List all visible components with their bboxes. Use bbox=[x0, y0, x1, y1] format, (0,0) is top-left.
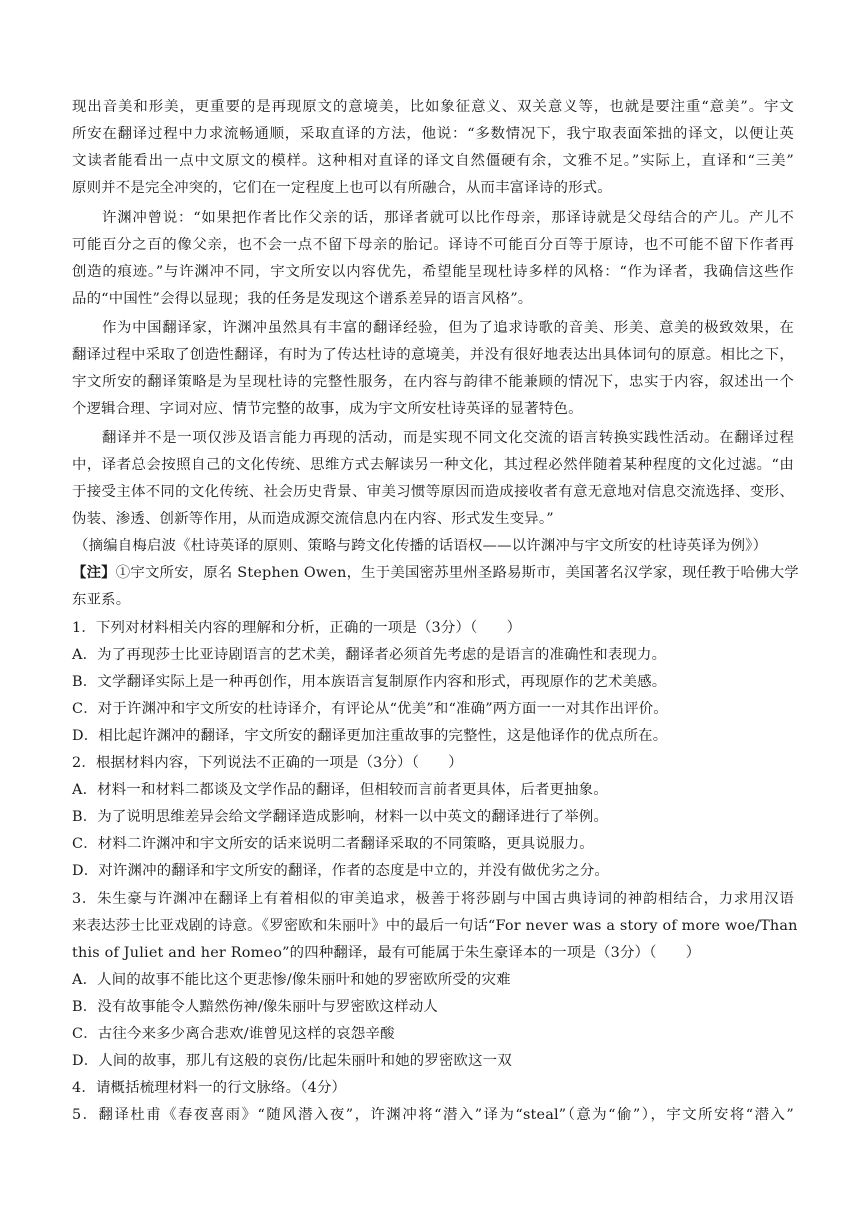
question-3-option-c: C．古往今来多少离合悲欢/谁曾见这样的哀怨辛酸 bbox=[72, 1026, 395, 1042]
passage-line: 可能百分之百的像父亲，也不会一点不留下母亲的胎记。译诗不可能百分百等于原诗，也不可能不留下作者再 bbox=[72, 237, 794, 253]
passage-line: 作为中国翻译家，许渊冲虽然具有丰富的翻译经验，但为了追求诗歌的音美、形美、意美的极致效果，在 bbox=[102, 320, 794, 336]
question-1-option-a: A．为了再现莎士比亚诗剧语言的艺术美，翻译者必须首先考虑的是语言的准确性和表现力。 bbox=[72, 647, 667, 663]
source-citation: （摘编自梅启波《杜诗英译的原则、策略与跨文化传播的话语权——以许渊冲与宇文所安的杜诗英译为例》） bbox=[74, 538, 768, 554]
question-4-stem: 4．请概括梳理材料一的行文脉络。（4分） bbox=[72, 1080, 347, 1096]
passage-line: 翻译并不是一项仅涉及语言能力再现的活动，而是实现不同文化交流的语言转换实践性活动。在翻译过程 bbox=[102, 430, 794, 446]
question-3-stem: 3．朱生豪与许渊冲在翻译上有着相似的审美追求，极善于将莎剧与中国古典诗词的神韵相结合，力求用汉语 bbox=[72, 891, 794, 907]
question-3-stem: 来表达莎士比亚戏剧的诗意。《罗密欧和朱丽叶》中的最后一句话“For never was a story of more woe/Than bbox=[72, 918, 798, 934]
question-1-option-c: C．对于许渊冲和宇文所安的杜诗译介，有评论从“优美”和“准确”两方面一一对其作出评价。 bbox=[72, 701, 668, 717]
question-1-stem: 1．下列对材料相关内容的理解和分析，正确的一项是（3分）（ ） bbox=[72, 620, 522, 636]
question-5-stem: 5．翻译杜甫《春夜喜雨》“随风潜入夜”，许渊冲将“潜入”译为“steal”（意为“偷”），宇文所安将“潜入” bbox=[72, 1107, 794, 1123]
question-2-stem: 2．根据材料内容，下列说法不正确的一项是（3分）（ ） bbox=[72, 755, 463, 771]
question-1-option-b: B．文学翻译实际上是一种再创作，用本族语言复制原作内容和形式，再现原作的艺术美感。 bbox=[72, 674, 667, 690]
question-2-option-d: D．对许渊冲的翻译和宇文所安的翻译，作者的态度是中立的，并没有做优劣之分。 bbox=[72, 863, 610, 879]
passage-line: 文读者能看出一点中文原文的模样。这种相对直译的译文自然僵硬有余，文雅不足。”实际上，直译和“三美” bbox=[72, 153, 794, 169]
passage-line: 于接受主体不同的文化传统、社会历史背景、审美习惯等原因而造成接收者有意无意地对信息交流选择、变形、 bbox=[72, 484, 794, 500]
question-3-option-b: B．没有故事能令人黯然伤神/像朱丽叶与罗密欧这样动人 bbox=[72, 999, 439, 1015]
document-page bbox=[72, 0, 799, 1216]
question-3-option-a: A．人间的故事不能比这个更悲惨/像朱丽叶和她的罗密欧所受的灾难 bbox=[72, 972, 511, 988]
passage-line: 所安在翻译过程中力求流畅通顺，采取直译的方法，他说：“多数情况下，我宁取表面笨拙的译文，以便让英 bbox=[72, 126, 794, 142]
note-label: 【注】 bbox=[72, 564, 116, 581]
passage-line: 个逻辑合理、字词对应、情节完整的故事，成为宇文所安杜诗英译的显著特色。 bbox=[72, 401, 583, 417]
question-2-option-c: C．材料二许渊冲和宇文所安的话来说明二者翻译采取的不同策略，更具说服力。 bbox=[72, 836, 594, 852]
question-2-option-b: B．为了说明思维差异会给文学翻译造成影响，材料一以中英文的翻译进行了举例。 bbox=[72, 809, 609, 825]
passage-line: 伪装、渗透、创新等作用，从而造成源交流信息内在内容、形式发生变异。” bbox=[72, 511, 554, 527]
question-3-option-d: D．人间的故事，那儿有这般的哀伤/比起朱丽叶和她的罗密欧这一双 bbox=[72, 1053, 512, 1069]
question-3-stem: this of Juliet and her Romeo”的四种翻译，最有可能属于朱生豪译本的一项是（3分）（ ） bbox=[72, 945, 701, 961]
question-1-option-d: D．相比起许渊冲的翻译，宇文所安的翻译更加注重故事的完整性，这是他译作的优点所在。 bbox=[72, 728, 668, 744]
passage-line: 现出音美和形美，更重要的是再现原文的意境美，比如象征意义、双关意义等，也就是要注重“意美”。宇文 bbox=[72, 99, 794, 115]
passage-line: 中，译者总会按照自己的文化传统、思维方式去解读另一种文化，其过程必然伴随着某种程度的文化过滤。“由 bbox=[72, 457, 794, 473]
passage-line: 宇文所安的翻译策略是为呈现杜诗的完整性服务，在内容与韵律不能兼顾的情况下，忠实于内容，叙述出一个 bbox=[72, 374, 794, 390]
passage-line: 创造的痕迹。”与许渊冲不同，宇文所安以内容优先，希望能呈现杜诗多样的风格：“作为译者，我确信这些作 bbox=[72, 264, 794, 280]
passage-line: 品的“中国性”会得以显现；我的任务是发现这个谱系差异的语言风格”。 bbox=[72, 291, 533, 307]
passage-line: 许渊冲曾说：“如果把作者比作父亲的话，那译者就可以比作母亲，那译诗就是父母结合的产儿。产儿不 bbox=[102, 210, 794, 226]
question-2-option-a: A．材料一和材料二都谈及文学作品的翻译，但相较而言前者更具体，后者更抽象。 bbox=[72, 782, 608, 798]
note-line: 东亚系。 bbox=[72, 592, 131, 608]
passage-line: 原则并不是完全冲突的，它们在一定程度上也可以有所融合，从而丰富译诗的形式。 bbox=[72, 180, 612, 196]
passage-line: 翻译过程中采取了创造性翻译，有时为了传达杜诗的意境美，并没有很好地表达出具体词句的原意。相比之下， bbox=[72, 347, 794, 363]
note-line bbox=[72, 563, 799, 583]
note-text: ①宇文所安，原名 Stephen Owen，生于美国密苏里州圣路易斯市，美国著名汉学家，现任教于哈佛大学 bbox=[115, 565, 799, 581]
